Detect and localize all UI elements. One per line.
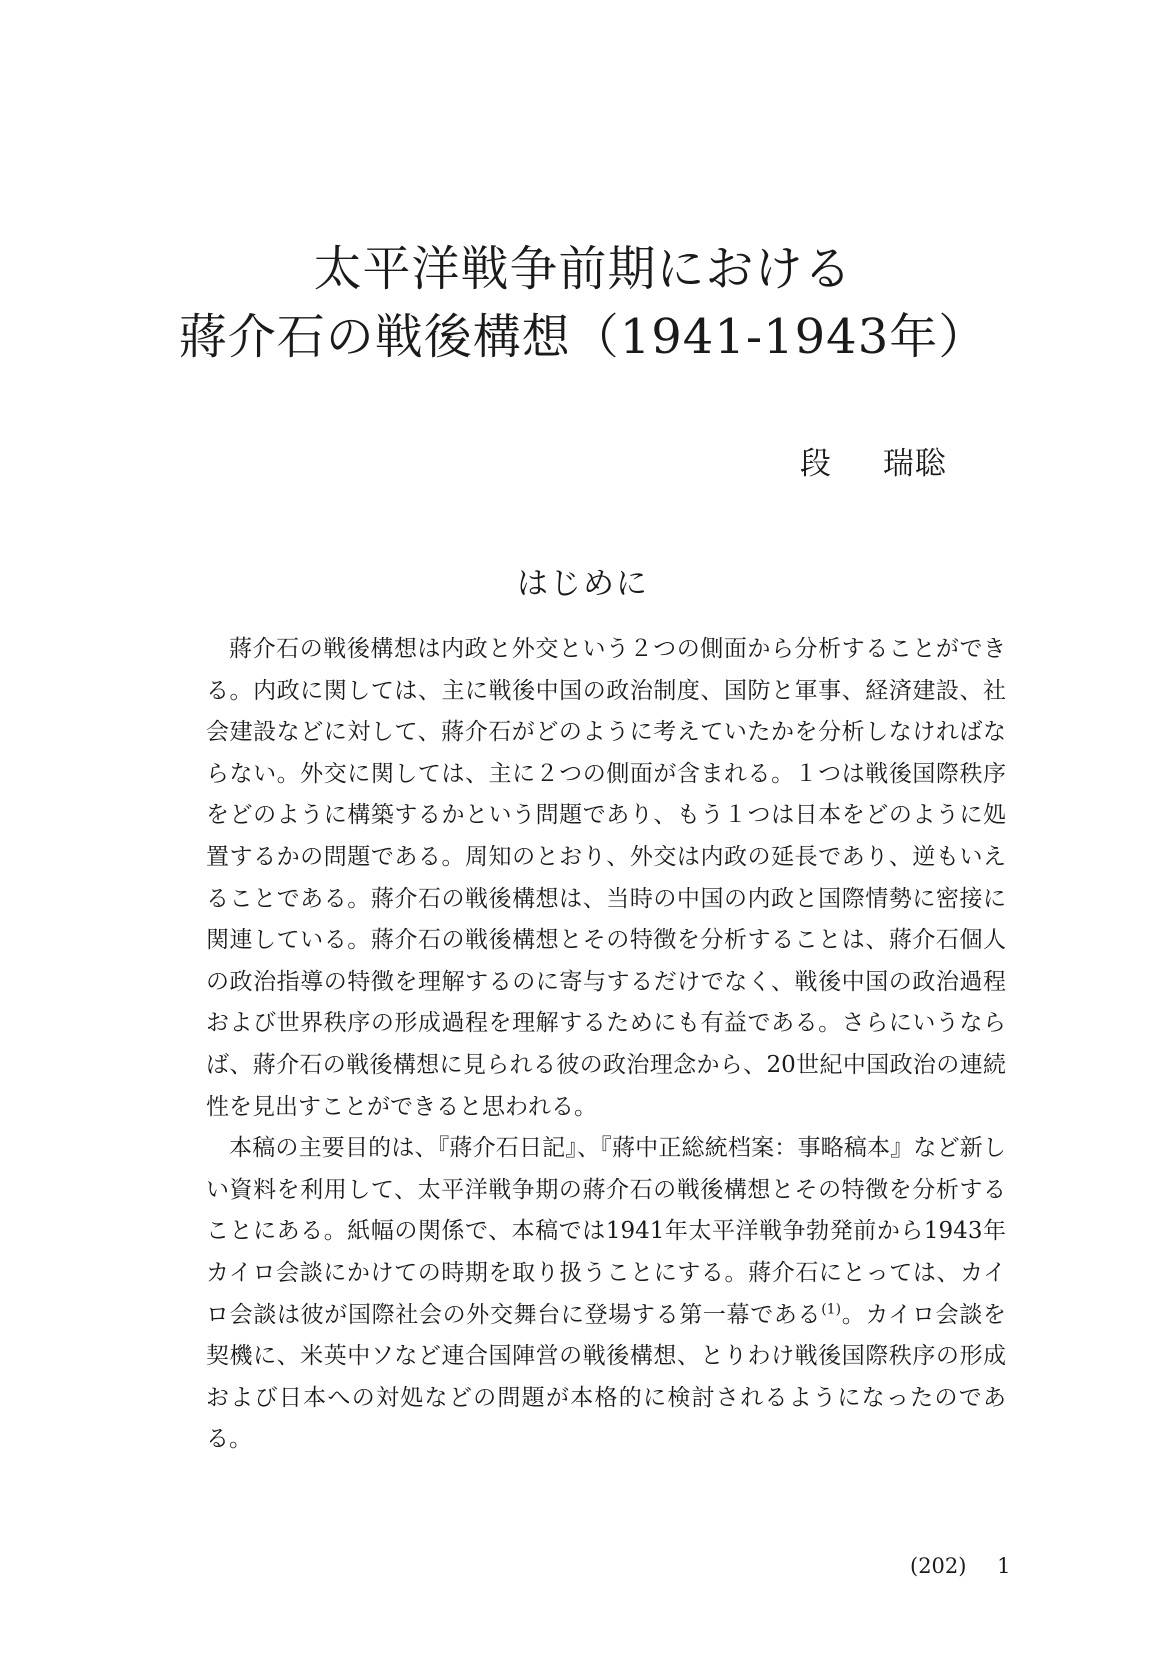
paragraph-2	[206, 1128, 1006, 1461]
paragraph-2-part-2: 。カイロ会談を契機に、米英中ソなど連合国陣営の戦後構想、とりわけ戦後国際秩序の形成および日本への対処などの問題が本格的に検討されるようになったのである。	[206, 1301, 1007, 1453]
page-number: (202) 1	[910, 1554, 1011, 1578]
title-line-2: 蔣介石の戦後構想（1941-1943年）	[178, 309, 988, 365]
paragraph-2-part-1: 本稿の主要目的は、『蔣介石日記』、『蔣中正総統档案：事略稿本』など新しい資料を利用して、太平洋戦争期の蔣介石の戦後構想とその特徴を分析することにある。紙幅の関係で、本稿では1941年太平洋戦争勃発前から1943年カイロ会談にかけての時期を取り扱うことにする。蔣介石にとっては、カイロ会談は彼が国際社会の外交舞台に登場する第一幕である	[206, 1135, 1006, 1328]
footnote-reference[interactable]: (1)	[821, 1300, 842, 1317]
paragraph-1: 蔣介石の戦後構想は内政と外交という２つの側面から分析することができる。内政に関しては、主に戦後中国の政治制度、国防と軍事、経済建設、社会建設などに対して、蔣介石がどのように考えていたかを分析しなければならない。外交に関しては、主に２つの側面が含まれる。１つは戦後国際秩序をどのように構築するかという問題であり、もう１つは日本をどのように処置するかの問題である。周知のとおり、外交は内政の延長であり、逆もいえることである。蔣介石の戦後構想は、当時の中国の内政と国際情勢に密接に関連している。蔣介石の戦後構想とその特徴を分析することは、蔣介石個人の政治指導の特徴を理解するのに寄与するだけでなく、戦後中国の政治過程および世界秩序の形成過程を理解するためにも有益である。さらにいうならば、蔣介石の戦後構想に見られる彼の政治理念から、20世紀中国政治の連続性を見出すことができると思われる。	[206, 636, 1006, 1120]
title-line-1: 太平洋戦争前期における	[313, 241, 853, 297]
section-heading: はじめに	[517, 566, 649, 602]
body-text	[206, 629, 1006, 1461]
author-name: 段 瑞聡	[800, 446, 947, 482]
